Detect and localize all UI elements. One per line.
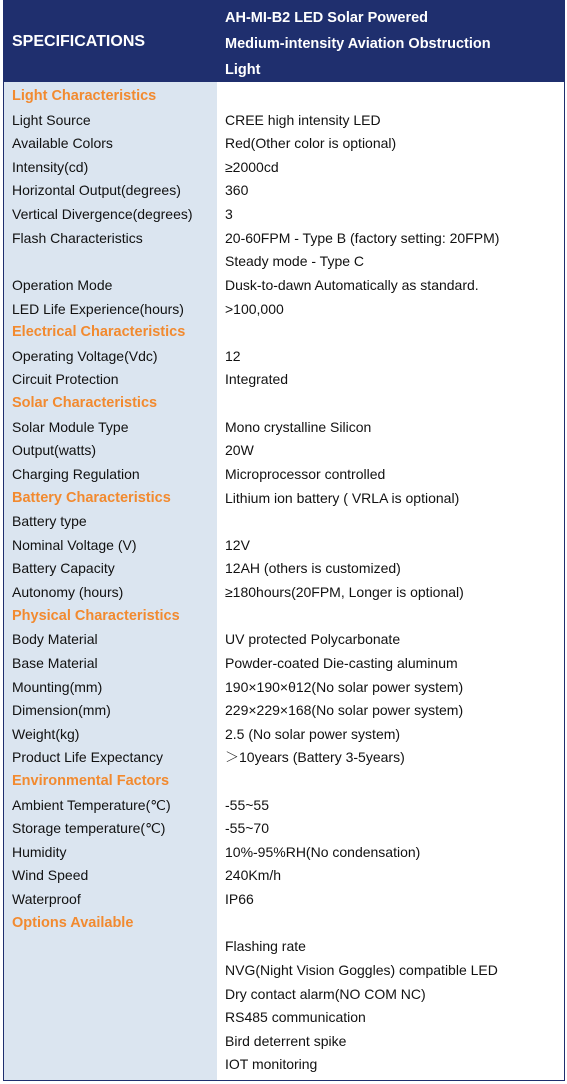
spec-row: [4, 722, 564, 746]
spec-row: [4, 509, 564, 533]
spec-row: [4, 1052, 564, 1076]
spec-value: Powder-coated Die-casting aluminum: [225, 654, 458, 671]
spec-row: [4, 1005, 564, 1029]
spec-label: Battery type: [12, 513, 87, 530]
section-row: [4, 391, 564, 415]
spec-value: IP66: [225, 891, 254, 908]
spec-value: >100,000: [225, 300, 284, 317]
spec-label: Operation Mode: [12, 276, 113, 293]
product-title-line: Medium-intensity Aviation Obstruction: [225, 36, 491, 52]
spec-value: 12AH (others is customized): [225, 560, 401, 577]
spec-label: Storage temperature(℃): [12, 820, 166, 837]
spec-value: 190×190×θ12(No solar power system): [225, 678, 464, 695]
spec-label: LED Life Experience(hours): [12, 300, 184, 317]
spec-row: [4, 249, 564, 273]
spec-label: Mounting(mm): [12, 678, 103, 695]
spec-label: Wind Speed: [12, 867, 89, 884]
spec-value: 229×229×168(No solar power system): [225, 702, 464, 719]
spec-value: RS485 communication: [225, 1009, 366, 1026]
spec-row: [4, 840, 564, 864]
product-title-line: Light: [225, 62, 261, 78]
spec-row: [4, 462, 564, 486]
specifications-heading: SPECIFICATIONS: [12, 33, 146, 50]
spec-row: [4, 675, 564, 699]
table-header: [4, 1, 564, 82]
spec-row: [4, 297, 564, 321]
spec-value: NVG(Night Vision Goggles) compatible LED: [225, 961, 498, 978]
spec-row: [4, 627, 564, 651]
spec-label: Weight(kg): [12, 725, 80, 742]
spec-value: ＞10years (Battery 3-5years): [225, 749, 405, 766]
spec-row: [4, 438, 564, 462]
spec-label: Solar Module Type: [12, 418, 129, 435]
spec-value: -55~55: [225, 796, 269, 813]
spec-value: 3: [225, 206, 233, 223]
spec-row: [4, 982, 564, 1006]
section-row: [4, 911, 564, 935]
spec-row: [4, 108, 564, 132]
section-row: [4, 486, 564, 510]
section-heading: Electrical Characteristics: [12, 324, 186, 341]
spec-value: Flashing rate: [225, 938, 306, 955]
spec-label: Ambient Temperature(℃): [12, 796, 171, 813]
product-title: [225, 5, 560, 83]
spec-value: UV protected Polycarbonate: [225, 631, 401, 648]
spec-row: [4, 202, 564, 226]
spec-label: Light Source: [12, 111, 91, 128]
spec-row: [4, 155, 564, 179]
spec-label: Product Life Expectancy: [12, 749, 163, 766]
spec-label: Waterproof: [12, 891, 81, 908]
section-heading: Light Characteristics: [12, 88, 157, 104]
spec-label: Operating Voltage(Vdc): [12, 347, 158, 364]
spec-value: 20-60FPM - Type B (factory setting: 20FPM): [225, 229, 500, 246]
spec-label: Vertical Divergence(degrees): [12, 206, 193, 223]
spec-table: [3, 0, 565, 1081]
spec-row: [4, 793, 564, 817]
spec-value: ≥180hours(20FPM, Longer is optional): [225, 584, 464, 601]
spec-label: Flash Characteristics: [12, 229, 143, 246]
spec-value: Steady mode - Type C: [225, 253, 365, 270]
spec-row: [4, 816, 564, 840]
spec-label: Available Colors: [12, 135, 113, 152]
spec-row: [4, 367, 564, 391]
spec-row: [4, 580, 564, 604]
section-row: [4, 604, 564, 628]
product-title-line: AH-MI-B2 LED Solar Powered: [225, 10, 429, 26]
spec-value: 12V: [225, 536, 250, 553]
spec-value: Microprocessor controlled: [225, 465, 386, 482]
spec-row: [4, 178, 564, 202]
section-heading: Battery Characteristics: [12, 489, 171, 506]
spec-value: 20W: [225, 442, 254, 459]
section-heading: Environmental Factors: [12, 772, 170, 789]
spec-label: Nominal Voltage (V): [12, 536, 137, 553]
spec-row: [4, 415, 564, 439]
spec-row: [4, 887, 564, 911]
spec-value: 240Km/h: [225, 867, 282, 884]
spec-label: Dimension(mm): [12, 702, 111, 719]
spec-row: [4, 698, 564, 722]
spec-value: ≥2000cd: [225, 158, 279, 175]
spec-value: Dry contact alarm(NO COM NC): [225, 985, 426, 1002]
spec-row: [4, 1029, 564, 1053]
spec-row: [4, 651, 564, 675]
spec-label: Base Material: [12, 654, 98, 671]
section-row: [4, 769, 564, 793]
spec-value: Bird deterrent spike: [225, 1032, 347, 1049]
spec-row: [4, 863, 564, 887]
spec-value: Mono crystalline Silicon: [225, 418, 372, 435]
spec-value: 12: [225, 347, 241, 364]
spec-label: Autonomy (hours): [12, 584, 124, 601]
spec-row: [4, 556, 564, 580]
spec-value: Integrated: [225, 371, 289, 388]
spec-row: [4, 958, 564, 982]
spec-label: Body Material: [12, 631, 98, 648]
spec-label: Output(watts): [12, 442, 97, 459]
spec-row: [4, 273, 564, 297]
section-heading: Physical Characteristics: [12, 607, 180, 624]
spec-value: IOT monitoring: [225, 1056, 318, 1073]
spec-label: Humidity: [12, 843, 67, 860]
spec-value: Lithium ion battery ( VRLA is optional): [225, 489, 460, 506]
spec-row: [4, 344, 564, 368]
section-heading: Solar Characteristics: [12, 395, 158, 412]
spec-value: -55~70: [225, 820, 269, 837]
spec-row: [4, 131, 564, 155]
spec-value: Dusk-to-dawn Automatically as standard.: [225, 276, 479, 293]
spec-value: Red(Other color is optional): [225, 135, 397, 152]
spec-label: Intensity(cd): [12, 158, 89, 175]
spec-label: Charging Regulation: [12, 465, 140, 482]
spec-row: [4, 934, 564, 958]
spec-value: CREE high intensity LED: [225, 111, 381, 128]
section-row: [4, 84, 564, 108]
spec-value: 2.5 (No solar power system): [225, 725, 401, 742]
spec-label: Circuit Protection: [12, 371, 119, 388]
section-row: [4, 320, 564, 344]
spec-row: [4, 226, 564, 250]
spec-row: [4, 533, 564, 557]
spec-value: 360: [225, 182, 249, 199]
spec-label: Battery Capacity: [12, 560, 115, 577]
spec-value: 10%-95%RH(No condensation): [225, 843, 421, 860]
spec-label: Horizontal Output(degrees): [12, 182, 181, 199]
spec-row: [4, 745, 564, 769]
section-heading: Options Available: [12, 914, 134, 931]
